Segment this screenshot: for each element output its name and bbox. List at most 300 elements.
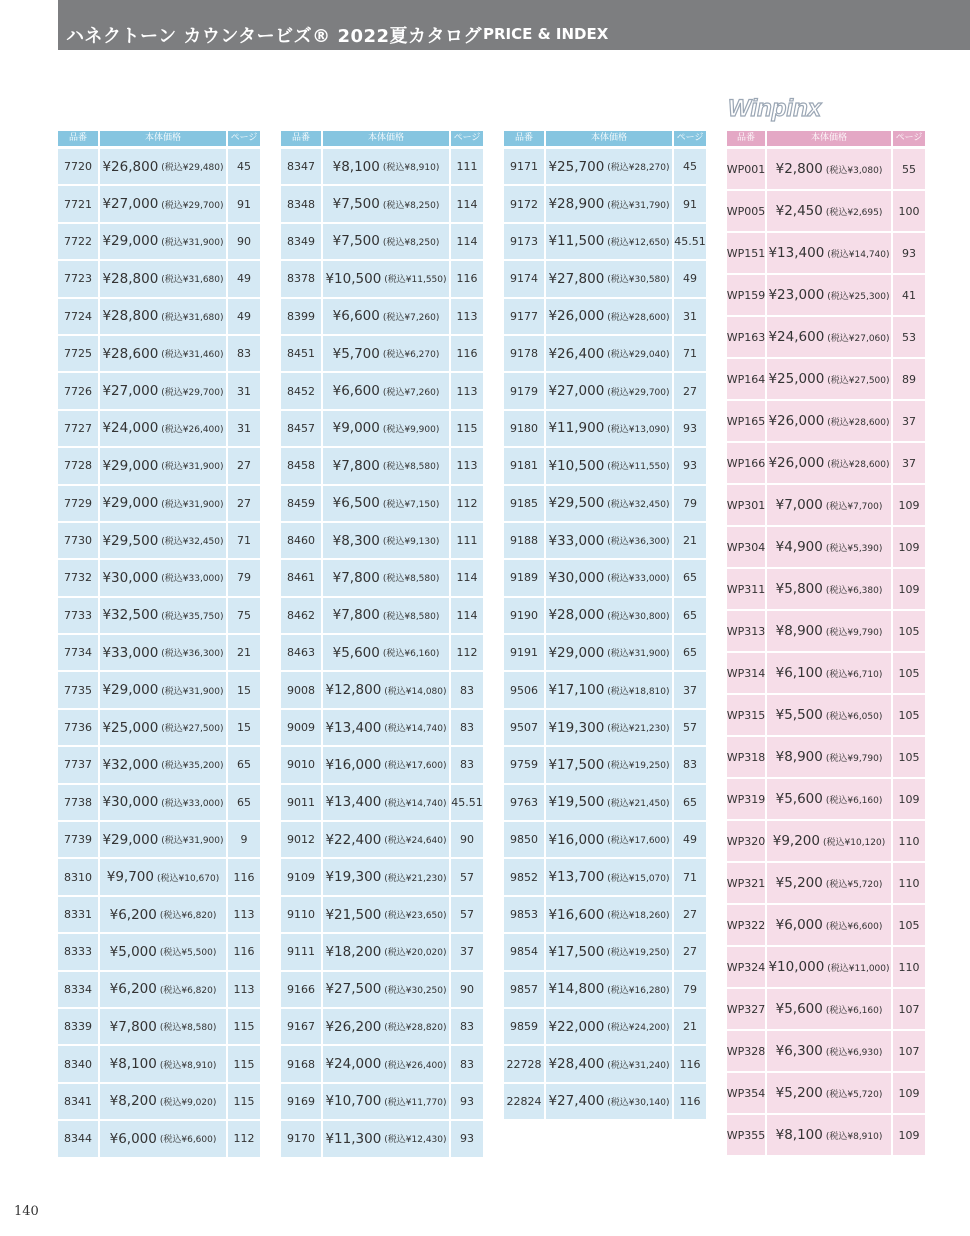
table-row <box>727 1115 927 1155</box>
table-row <box>504 822 708 857</box>
product-code: 7720 <box>58 149 98 184</box>
page-ref: 65 <box>228 785 260 820</box>
page-ref: 65 <box>674 635 706 670</box>
page-ref: 110 <box>893 947 925 987</box>
page-ref: 90 <box>451 822 483 857</box>
tax-included-price: (税込¥28,270) <box>607 163 670 174</box>
price-cell <box>323 560 449 595</box>
price-cell <box>100 1121 226 1156</box>
table-row <box>281 934 485 969</box>
header-code: 品番 <box>58 131 98 146</box>
product-code: 9759 <box>504 747 544 782</box>
base-price: ¥27,000 <box>548 383 605 400</box>
price-cell <box>546 598 672 633</box>
product-code: 9174 <box>504 261 544 296</box>
product-code: WP354 <box>727 1073 765 1113</box>
base-price: ¥9,200 <box>772 833 820 849</box>
base-price: ¥22,400 <box>325 831 382 848</box>
price-cell <box>546 785 672 820</box>
tax-included-price: (税込¥19,250) <box>607 948 670 959</box>
table-row <box>727 611 927 651</box>
table-row <box>727 821 927 861</box>
page-ref: 116 <box>674 1084 706 1119</box>
page-ref: 27 <box>674 897 706 932</box>
base-price: ¥18,200 <box>325 943 382 960</box>
table-row <box>504 635 708 670</box>
tax-included-price: (税込¥29,700) <box>161 387 224 398</box>
table-row <box>58 1121 262 1156</box>
product-code: 8331 <box>58 897 98 932</box>
price-cell <box>546 411 672 446</box>
page-ref: 57 <box>674 710 706 745</box>
price-cell <box>546 710 672 745</box>
page-ref: 109 <box>893 1115 925 1155</box>
table-row <box>58 972 262 1007</box>
product-code: 9169 <box>281 1084 321 1119</box>
tax-included-price: (税込¥6,270) <box>382 350 440 361</box>
table-row <box>727 863 927 903</box>
base-price: ¥29,000 <box>102 233 159 250</box>
price-table-1 <box>58 131 262 1159</box>
price-cell <box>546 486 672 521</box>
product-code: 9506 <box>504 672 544 707</box>
product-code: 8310 <box>58 859 98 894</box>
table-row <box>504 261 708 296</box>
page-ref: 55 <box>893 149 925 189</box>
table-row <box>281 1046 485 1081</box>
tax-included-price: (税込¥28,820) <box>384 1023 447 1034</box>
table-row <box>727 485 927 525</box>
base-price: ¥5,000 <box>109 943 157 960</box>
brand-logo-text: Winpinx <box>728 95 822 122</box>
table-row <box>727 1073 927 1113</box>
price-cell <box>323 299 449 334</box>
product-code: 9167 <box>281 1009 321 1044</box>
price-cell <box>100 822 226 857</box>
base-price: ¥26,400 <box>548 345 605 362</box>
tax-included-price: (税込¥31,900) <box>607 649 670 660</box>
price-cell <box>767 989 891 1029</box>
base-price: ¥17,500 <box>548 943 605 960</box>
tax-included-price: (税込¥8,910) <box>825 1131 883 1142</box>
base-price: ¥11,900 <box>548 420 605 437</box>
price-cell <box>767 317 891 357</box>
price-cell <box>546 261 672 296</box>
product-code: WP159 <box>727 275 765 315</box>
tax-included-price: (税込¥6,050) <box>825 711 883 722</box>
price-cell <box>100 934 226 969</box>
product-code: WP327 <box>727 989 765 1029</box>
price-cell <box>323 710 449 745</box>
tax-included-price: (税込¥8,580) <box>382 462 440 473</box>
price-cell <box>323 897 449 932</box>
base-price: ¥29,500 <box>102 532 159 549</box>
table-row <box>58 299 262 334</box>
product-code: 9011 <box>281 785 321 820</box>
base-price: ¥7,800 <box>332 607 380 624</box>
table-row <box>727 653 927 693</box>
base-price: ¥32,000 <box>102 756 159 773</box>
base-price: ¥6,600 <box>332 383 380 400</box>
product-code: 8349 <box>281 224 321 259</box>
price-cell <box>100 261 226 296</box>
product-code: 9190 <box>504 598 544 633</box>
page-ref: 41 <box>893 275 925 315</box>
table-row <box>727 779 927 819</box>
product-code: 9172 <box>504 186 544 221</box>
table-row <box>727 989 927 1029</box>
product-code: 9178 <box>504 336 544 371</box>
page-ref: 93 <box>674 411 706 446</box>
table-row <box>727 695 927 735</box>
page-ref: 114 <box>451 186 483 221</box>
product-code: 8461 <box>281 560 321 595</box>
tax-included-price: (税込¥20,020) <box>384 948 447 959</box>
page-ref: 114 <box>451 560 483 595</box>
page-ref: 57 <box>451 897 483 932</box>
base-price: ¥29,000 <box>102 682 159 699</box>
page-ref: 105 <box>893 905 925 945</box>
product-code: 7728 <box>58 448 98 483</box>
tax-included-price: (税込¥27,500) <box>161 724 224 735</box>
table-row <box>281 897 485 932</box>
header-code: 品番 <box>727 131 765 146</box>
table-row <box>58 859 262 894</box>
header-price: 本体価格 <box>323 131 449 146</box>
table-row <box>504 1046 708 1081</box>
price-cell <box>100 710 226 745</box>
product-code: WP320 <box>727 821 765 861</box>
base-price: ¥23,000 <box>768 287 825 303</box>
price-cell <box>323 934 449 969</box>
page-ref: 27 <box>674 934 706 969</box>
product-code: 7726 <box>58 373 98 408</box>
base-price: ¥19,300 <box>548 719 605 736</box>
base-price: ¥8,100 <box>332 158 380 175</box>
product-code: 9763 <box>504 785 544 820</box>
table-row <box>58 934 262 969</box>
page-ref: 21 <box>674 523 706 558</box>
base-price: ¥10,500 <box>548 457 605 474</box>
tax-included-price: (税込¥9,130) <box>382 537 440 548</box>
product-code: 8378 <box>281 261 321 296</box>
product-code: 8460 <box>281 523 321 558</box>
product-code: 7727 <box>58 411 98 446</box>
table-row <box>504 336 708 371</box>
price-cell <box>323 411 449 446</box>
price-cell <box>546 859 672 894</box>
page-ref: 31 <box>674 299 706 334</box>
header-page: ページ <box>674 131 706 146</box>
table-row <box>281 411 485 446</box>
page-ref: 15 <box>228 710 260 745</box>
table-row <box>58 486 262 521</box>
base-price: ¥6,600 <box>332 308 380 325</box>
table-row <box>281 186 485 221</box>
tax-included-price: (税込¥21,230) <box>384 873 447 884</box>
product-code: 9850 <box>504 822 544 857</box>
table-row <box>58 186 262 221</box>
price-cell <box>767 149 891 189</box>
product-code: 8458 <box>281 448 321 483</box>
tax-included-price: (税込¥36,300) <box>607 537 670 548</box>
page-ref: 113 <box>451 373 483 408</box>
page-ref: 111 <box>451 149 483 184</box>
tax-included-price: (税込¥9,790) <box>825 627 883 638</box>
price-cell <box>546 934 672 969</box>
tax-included-price: (税込¥27,060) <box>827 333 890 344</box>
base-price: ¥30,000 <box>102 569 159 586</box>
table-row <box>58 560 262 595</box>
table-row <box>281 747 485 782</box>
tax-included-price: (税込¥15,070) <box>607 873 670 884</box>
tax-included-price: (税込¥31,680) <box>161 312 224 323</box>
table-row <box>281 672 485 707</box>
product-code: 7722 <box>58 224 98 259</box>
table-row <box>504 1084 708 1119</box>
table-header-row <box>727 131 927 146</box>
tax-included-price: (税込¥31,460) <box>161 350 224 361</box>
page-ref: 49 <box>674 261 706 296</box>
table-row <box>281 261 485 296</box>
tax-included-price: (税込¥8,580) <box>159 1023 217 1034</box>
product-code: 7730 <box>58 523 98 558</box>
price-cell <box>100 1046 226 1081</box>
price-cell <box>546 897 672 932</box>
product-code: WP301 <box>727 485 765 525</box>
page-ref: 93 <box>451 1121 483 1156</box>
product-code: 9111 <box>281 934 321 969</box>
base-price: ¥33,000 <box>102 644 159 661</box>
page-ref: 79 <box>674 972 706 1007</box>
product-code: WP322 <box>727 905 765 945</box>
tax-included-price: (税込¥26,400) <box>161 424 224 435</box>
tax-included-price: (税込¥11,770) <box>384 1097 447 1108</box>
product-code: 7724 <box>58 299 98 334</box>
tax-included-price: (税込¥18,810) <box>607 686 670 697</box>
tax-included-price: (税込¥8,250) <box>382 200 440 211</box>
tax-included-price: (税込¥5,720) <box>825 879 883 890</box>
base-price: ¥29,000 <box>102 457 159 474</box>
table-row <box>727 359 927 399</box>
price-cell <box>100 1009 226 1044</box>
price-cell <box>100 373 226 408</box>
price-cell <box>546 149 672 184</box>
price-cell <box>323 224 449 259</box>
table-row <box>727 737 927 777</box>
tax-included-price: (税込¥6,160) <box>382 649 440 660</box>
price-cell <box>323 859 449 894</box>
base-price: ¥28,000 <box>548 607 605 624</box>
table-row <box>58 747 262 782</box>
header-page: ページ <box>451 131 483 146</box>
product-code: 22824 <box>504 1084 544 1119</box>
price-cell <box>767 485 891 525</box>
tax-included-price: (税込¥3,080) <box>825 165 883 176</box>
page-ref: 37 <box>893 401 925 441</box>
table-row <box>727 191 927 231</box>
table-row <box>58 785 262 820</box>
page-ref: 91 <box>674 186 706 221</box>
base-price: ¥24,600 <box>768 329 825 345</box>
table-row <box>504 411 708 446</box>
tax-included-price: (税込¥26,400) <box>384 1060 447 1071</box>
page-ref: 114 <box>451 598 483 633</box>
base-price: ¥28,400 <box>548 1056 605 1073</box>
base-price: ¥17,100 <box>548 682 605 699</box>
price-cell <box>100 785 226 820</box>
page-ref: 45.51 <box>674 224 706 259</box>
price-cell <box>323 186 449 221</box>
product-code: WP166 <box>727 443 765 483</box>
table-row <box>58 1084 262 1119</box>
product-code: WP319 <box>727 779 765 819</box>
page-ref: 112 <box>451 635 483 670</box>
page-ref: 93 <box>451 1084 483 1119</box>
price-cell <box>767 233 891 273</box>
tax-included-price: (税込¥8,580) <box>382 611 440 622</box>
product-code: 7725 <box>58 336 98 371</box>
page-ref: 83 <box>228 336 260 371</box>
price-cell <box>767 1031 891 1071</box>
table-row <box>727 149 927 189</box>
price-cell <box>323 972 449 1007</box>
tax-included-price: (税込¥24,640) <box>384 836 447 847</box>
tax-included-price: (税込¥7,260) <box>382 312 440 323</box>
page-ref: 109 <box>893 485 925 525</box>
product-code: 8341 <box>58 1084 98 1119</box>
page-ref: 83 <box>451 1046 483 1081</box>
tax-included-price: (税込¥6,820) <box>159 911 217 921</box>
table-row <box>58 598 262 633</box>
base-price: ¥13,400 <box>325 719 382 736</box>
base-price: ¥12,800 <box>325 682 382 699</box>
price-cell <box>767 821 891 861</box>
base-price: ¥8,100 <box>775 1127 823 1143</box>
table-row <box>58 897 262 932</box>
price-cell <box>767 653 891 693</box>
price-table-3 <box>504 131 708 1121</box>
product-code: 7737 <box>58 747 98 782</box>
base-price: ¥2,800 <box>775 161 823 177</box>
tax-included-price: (税込¥10,670) <box>157 873 220 884</box>
price-cell <box>767 275 891 315</box>
tax-included-price: (税込¥6,160) <box>825 1005 883 1016</box>
price-cell <box>323 1121 449 1156</box>
table-row <box>281 373 485 408</box>
base-price: ¥28,600 <box>102 345 159 362</box>
product-code: 9852 <box>504 859 544 894</box>
table-row <box>58 224 262 259</box>
page-ref: 107 <box>893 989 925 1029</box>
table-row <box>504 224 708 259</box>
product-code: WP314 <box>727 653 765 693</box>
tax-included-price: (税込¥11,000) <box>827 963 890 974</box>
table-row <box>727 569 927 609</box>
table-row <box>281 523 485 558</box>
page-ref: 110 <box>893 821 925 861</box>
product-code: 8452 <box>281 373 321 408</box>
page-ref: 109 <box>893 779 925 819</box>
price-cell <box>100 897 226 932</box>
base-price: ¥5,600 <box>775 791 823 807</box>
base-price: ¥11,500 <box>548 233 605 250</box>
base-price: ¥25,700 <box>548 158 605 175</box>
tax-included-price: (税込¥33,000) <box>161 574 224 585</box>
tax-included-price: (税込¥11,550) <box>607 462 670 473</box>
product-code: 7736 <box>58 710 98 745</box>
product-code: 9171 <box>504 149 544 184</box>
product-code: 8333 <box>58 934 98 969</box>
product-code: 9859 <box>504 1009 544 1044</box>
table-row <box>281 822 485 857</box>
table-row <box>281 224 485 259</box>
product-code: 9168 <box>281 1046 321 1081</box>
table-row <box>504 448 708 483</box>
tax-included-price: (税込¥8,910) <box>159 1060 217 1071</box>
tax-included-price: (税込¥6,600) <box>159 1135 217 1146</box>
table-row <box>281 486 485 521</box>
tax-included-price: (税込¥36,300) <box>161 649 224 660</box>
page-title: ハネクトーン カウンタービズ® 2022夏カタログ <box>66 26 483 47</box>
page-ref: 65 <box>674 785 706 820</box>
page-ref: 89 <box>893 359 925 399</box>
base-price: ¥6,000 <box>775 917 823 933</box>
base-price: ¥30,000 <box>548 569 605 586</box>
page-ref: 45.51 <box>451 785 483 820</box>
product-code: 8399 <box>281 299 321 334</box>
tax-included-price: (税込¥33,000) <box>161 798 224 809</box>
tax-included-price: (税込¥21,230) <box>607 724 670 735</box>
page-ref: 65 <box>228 747 260 782</box>
tax-included-price: (税込¥30,250) <box>384 985 447 996</box>
price-cell <box>546 523 672 558</box>
tax-included-price: (税込¥31,900) <box>161 836 224 847</box>
price-cell <box>767 527 891 567</box>
table-row <box>504 710 708 745</box>
page-ref: 107 <box>893 1031 925 1071</box>
table-row <box>281 1084 485 1119</box>
table-row <box>58 635 262 670</box>
base-price: ¥8,100 <box>109 1056 157 1073</box>
tax-included-price: (税込¥18,260) <box>607 911 670 921</box>
product-code: 8344 <box>58 1121 98 1156</box>
tax-included-price: (税込¥7,700) <box>825 501 883 512</box>
base-price: ¥9,000 <box>332 420 380 437</box>
base-price: ¥7,800 <box>109 1018 157 1035</box>
page-ref: 105 <box>893 611 925 651</box>
table-row <box>504 972 708 1007</box>
price-cell <box>767 863 891 903</box>
price-cell <box>100 149 226 184</box>
product-code: 9008 <box>281 672 321 707</box>
price-cell <box>100 224 226 259</box>
base-price: ¥5,600 <box>332 644 380 661</box>
product-code: 9177 <box>504 299 544 334</box>
product-code: 7739 <box>58 822 98 857</box>
price-cell <box>100 560 226 595</box>
page-ref: 83 <box>674 747 706 782</box>
page-ref: 83 <box>451 1009 483 1044</box>
tax-included-price: (税込¥12,430) <box>384 1135 447 1146</box>
price-cell <box>546 186 672 221</box>
page-ref: 105 <box>893 737 925 777</box>
base-price: ¥5,600 <box>775 1001 823 1017</box>
table-row <box>504 598 708 633</box>
product-code: 9009 <box>281 710 321 745</box>
header-price: 本体価格 <box>767 131 891 146</box>
base-price: ¥7,000 <box>775 497 823 513</box>
